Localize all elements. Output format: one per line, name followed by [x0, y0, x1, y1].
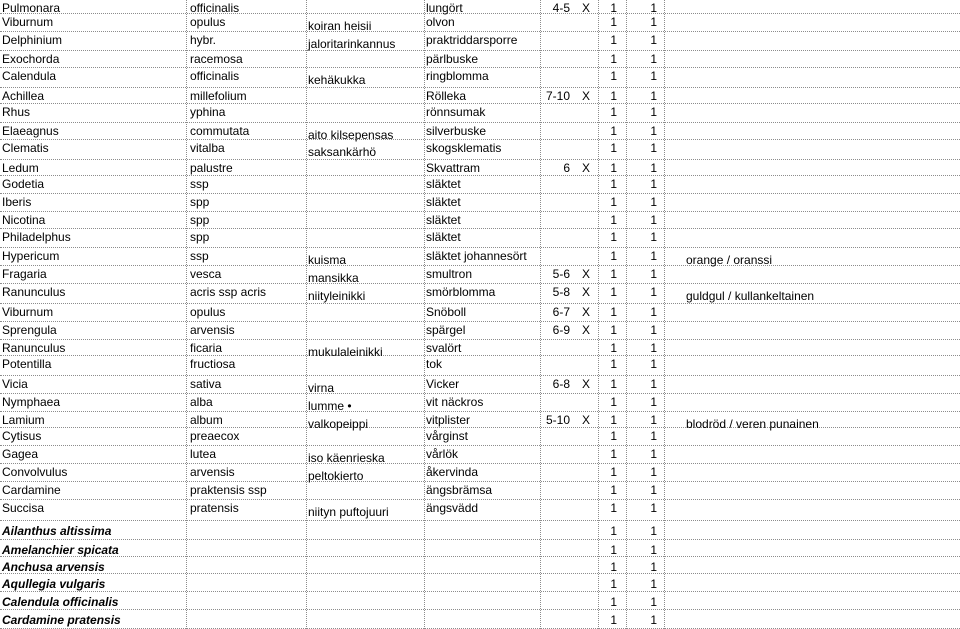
cell-a[interactable]: 1 [610, 501, 617, 515]
cell-a[interactable]: 1 [610, 1, 617, 15]
cell-fi[interactable]: niityn puftojuuri [308, 505, 389, 519]
cell-sv[interactable]: vit näckros [426, 395, 484, 409]
cell-color[interactable]: blodröd / veren punainen [686, 417, 819, 431]
cell-x[interactable]: X [582, 305, 591, 319]
cell-b[interactable]: 1 [650, 483, 657, 497]
cell-sv[interactable]: lungört [426, 1, 463, 15]
cell-a[interactable]: 1 [610, 249, 617, 263]
cell-name[interactable]: Gagea [2, 447, 39, 461]
cell-a[interactable]: 1 [610, 305, 617, 319]
cell-b[interactable]: 1 [650, 357, 657, 371]
cell-sv[interactable]: smörblomma [426, 285, 496, 299]
cell-name[interactable]: Iberis [2, 195, 32, 209]
cell-species[interactable]: spp [190, 230, 210, 244]
table-row [0, 140, 960, 160]
cell-fi[interactable]: mukulaleinikki [308, 345, 383, 359]
cell-species[interactable]: vesca [190, 267, 222, 281]
cell-fi[interactable]: kehäkukka [308, 73, 366, 87]
cell-name[interactable]: Ledum [2, 161, 39, 175]
cell-species[interactable]: sativa [190, 377, 222, 391]
cell-fi[interactable]: iso käenrieska [308, 451, 385, 465]
cell-sv[interactable]: ängsbrämsa [426, 483, 493, 497]
cell-species[interactable]: spp [190, 195, 210, 209]
cell-x[interactable]: X [582, 267, 591, 281]
cell-b[interactable]: 1 [650, 285, 657, 299]
cell-a[interactable]: 1 [610, 577, 617, 591]
table-row [0, 212, 960, 229]
cell-a[interactable]: 1 [610, 613, 617, 627]
table-row [0, 88, 960, 104]
cell-b[interactable]: 1 [650, 141, 657, 155]
cell-species[interactable]: fructiosa [190, 357, 236, 371]
cell-sv[interactable]: släktet [426, 177, 461, 191]
cell-x[interactable]: X [582, 285, 591, 299]
table-row [0, 521, 960, 540]
table-row [0, 428, 960, 446]
cell-a[interactable]: 1 [610, 267, 617, 281]
cell-sv[interactable]: vårginst [426, 429, 469, 443]
cell-b[interactable]: 1 [650, 305, 657, 319]
cell-name[interactable]: Calendula [2, 69, 57, 83]
cell-a[interactable]: 1 [610, 89, 617, 103]
cell-sv[interactable]: silverbuske [426, 124, 487, 138]
cell-b[interactable]: 1 [650, 447, 657, 461]
cell-species[interactable]: opulus [190, 15, 226, 29]
cell-size[interactable]: 5-8 [552, 285, 570, 299]
cell-species[interactable]: pratensis [190, 501, 239, 515]
table-row [0, 376, 960, 394]
cell-fi[interactable]: aito kilsepensas [308, 128, 394, 142]
cell-species[interactable]: hybr. [190, 33, 217, 47]
cell-a[interactable]: 1 [610, 15, 617, 29]
cell-sv[interactable]: spärgel [426, 323, 466, 337]
cell-size[interactable]: 6-7 [552, 305, 570, 319]
cell-a[interactable]: 1 [610, 447, 617, 461]
table-row [0, 482, 960, 500]
cell-size[interactable]: 5-6 [552, 267, 570, 281]
cell-sv[interactable]: svalört [426, 341, 462, 355]
cell-a[interactable]: 1 [610, 524, 617, 538]
cell-species[interactable]: alba [190, 395, 213, 409]
cell-name[interactable]: Aqullegia vulgaris [2, 577, 106, 591]
cell-a[interactable]: 1 [610, 161, 617, 175]
cell-sv[interactable]: Vicker [426, 377, 460, 391]
cell-name[interactable]: Convolvulus [2, 465, 68, 479]
cell-species[interactable]: vitalba [190, 141, 225, 155]
cell-name[interactable]: Nicotina [2, 213, 46, 227]
cell-sv[interactable]: släktet johannesört [426, 249, 527, 263]
table-row [0, 229, 960, 248]
table-row [0, 356, 960, 376]
cell-b[interactable]: 1 [650, 543, 657, 557]
cell-fi[interactable]: virna [308, 381, 335, 395]
table-row [0, 32, 960, 51]
table-row [0, 104, 960, 123]
cell-name[interactable]: Fragaria [2, 267, 47, 281]
cell-b[interactable]: 1 [650, 413, 657, 427]
cell-b[interactable]: 1 [650, 177, 657, 191]
cell-sv[interactable]: Skvattram [426, 161, 481, 175]
cell-species[interactable]: yphina [190, 105, 226, 119]
cell-x[interactable]: X [582, 161, 591, 175]
cell-name[interactable]: Cardamine [2, 483, 61, 497]
cell-sv[interactable]: pärlbuske [426, 52, 479, 66]
cell-sv[interactable]: Snöboll [426, 305, 467, 319]
cell-a[interactable]: 1 [610, 323, 617, 337]
cell-fi[interactable]: jaloritarinkannus [308, 37, 396, 51]
cell-a[interactable]: 1 [610, 213, 617, 227]
cell-b[interactable]: 1 [650, 465, 657, 479]
cell-b[interactable]: 1 [650, 377, 657, 391]
table-row [0, 0, 960, 14]
table-row [0, 610, 960, 629]
cell-b[interactable]: 1 [650, 577, 657, 591]
cell-b[interactable]: 1 [650, 213, 657, 227]
cell-name[interactable]: Elaeagnus [2, 124, 59, 138]
cell-sv[interactable]: vitplister [426, 413, 471, 427]
table-row [0, 266, 960, 284]
cell-size[interactable]: 6-8 [552, 377, 570, 391]
cell-sv[interactable]: rönnsumak [426, 105, 486, 119]
table-row [0, 446, 960, 464]
table-row [0, 394, 960, 412]
cell-sv[interactable]: olvon [426, 15, 455, 29]
cell-b[interactable]: 1 [650, 161, 657, 175]
cell-sv[interactable]: släktet [426, 213, 461, 227]
cell-b[interactable]: 1 [650, 249, 657, 263]
cell-b[interactable]: 1 [650, 501, 657, 515]
table-row [0, 500, 960, 521]
cell-species[interactable]: racemosa [190, 52, 243, 66]
cell-fi[interactable]: saksankärhö [308, 145, 377, 159]
cell-a[interactable]: 1 [610, 230, 617, 244]
cell-species[interactable]: palustre [190, 161, 233, 175]
cell-b[interactable]: 1 [650, 341, 657, 355]
cell-sv[interactable]: tok [426, 357, 443, 371]
cell-species[interactable]: commutata [190, 124, 250, 138]
cell-a[interactable]: 1 [610, 285, 617, 299]
cell-a[interactable]: 1 [610, 429, 617, 443]
cell-sv[interactable]: släktet [426, 230, 461, 244]
cell-name[interactable]: Sprengula [2, 323, 57, 337]
cell-a[interactable]: 1 [610, 124, 617, 138]
cell-name[interactable]: Potentilla [2, 357, 52, 371]
cell-sv[interactable]: ringblomma [426, 69, 489, 83]
cell-a[interactable]: 1 [610, 395, 617, 409]
cell-species[interactable]: arvensis [190, 465, 235, 479]
cell-a[interactable]: 1 [610, 465, 617, 479]
cell-a[interactable]: 1 [610, 141, 617, 155]
cell-species[interactable]: opulus [190, 305, 226, 319]
cell-a[interactable]: 1 [610, 33, 617, 47]
cell-color[interactable]: guldgul / kullankeltainen [686, 289, 815, 303]
cell-name[interactable]: Nymphaea [2, 395, 61, 409]
cell-b[interactable]: 1 [650, 595, 657, 609]
cell-a[interactable]: 1 [610, 483, 617, 497]
cell-a[interactable]: 1 [610, 177, 617, 191]
cell-sv[interactable]: vårlök [426, 447, 459, 461]
cell-species[interactable]: album [190, 413, 223, 427]
table-row [0, 68, 960, 88]
cell-species[interactable]: ssp [190, 249, 209, 263]
cell-x[interactable]: X [582, 89, 591, 103]
cell-species[interactable]: acris ssp acris [190, 285, 267, 299]
cell-a[interactable]: 1 [610, 341, 617, 355]
cell-a[interactable]: 1 [610, 105, 617, 119]
cell-name[interactable]: Clematis [2, 141, 49, 155]
cell-name[interactable]: Cytisus [2, 429, 42, 443]
cell-species[interactable]: officinalis [190, 1, 240, 15]
cell-a[interactable]: 1 [610, 377, 617, 391]
table-row [0, 340, 960, 359]
cell-name[interactable]: Cardamine pratensis [2, 613, 121, 627]
table-row [0, 51, 960, 68]
cell-size[interactable]: 4-5 [552, 1, 570, 15]
cell-b[interactable]: 1 [650, 429, 657, 443]
cell-b[interactable]: 1 [650, 395, 657, 409]
cell-sv[interactable]: Rölleka [426, 89, 467, 103]
cell-b[interactable]: 1 [650, 105, 657, 119]
cell-name[interactable]: Hypericum [2, 249, 60, 263]
cell-a[interactable]: 1 [610, 413, 617, 427]
cell-name[interactable]: Achillea [2, 89, 45, 103]
cell-sv[interactable]: smultron [426, 267, 473, 281]
cell-sv[interactable]: åkervinda [426, 465, 479, 479]
cell-species[interactable]: ssp [190, 177, 209, 191]
cell-species[interactable]: millefolium [190, 89, 247, 103]
cell-b[interactable]: 1 [650, 69, 657, 83]
cell-x[interactable]: X [582, 1, 591, 15]
cell-x[interactable]: X [582, 413, 591, 427]
cell-x[interactable]: X [582, 323, 591, 337]
table-row [0, 592, 960, 610]
cell-fi[interactable]: valkopeippi [308, 417, 369, 431]
cell-name[interactable]: Viburnum [2, 305, 54, 319]
cell-a[interactable]: 1 [610, 560, 617, 574]
table-row [0, 14, 960, 32]
table-row [0, 176, 960, 194]
cell-b[interactable]: 1 [650, 230, 657, 244]
table-row [0, 248, 960, 266]
cell-species[interactable]: praktensis ssp [190, 483, 267, 497]
cell-name[interactable]: Ranunculus [2, 341, 66, 355]
cell-b[interactable]: 1 [650, 33, 657, 47]
cell-name[interactable]: Delphinium [2, 33, 63, 47]
cell-name[interactable]: Calendula officinalis [2, 595, 119, 609]
cell-sv[interactable]: praktriddarsporre [426, 33, 518, 47]
cell-fi[interactable]: mansikka [308, 271, 359, 285]
table-row [0, 464, 960, 482]
cell-sv[interactable]: skogsklematis [426, 141, 502, 155]
cell-fi[interactable]: kuisma [308, 253, 347, 267]
table-row [0, 284, 960, 304]
cell-sv[interactable]: släktet [426, 195, 461, 209]
cell-name[interactable]: Ailanthus altissima [2, 524, 112, 538]
cell-a[interactable]: 1 [610, 543, 617, 557]
cell-b[interactable]: 1 [650, 267, 657, 281]
table-row [0, 557, 960, 574]
cell-a[interactable]: 1 [610, 195, 617, 209]
table-row [0, 123, 960, 140]
cell-a[interactable]: 1 [610, 595, 617, 609]
cell-b[interactable]: 1 [650, 89, 657, 103]
cell-b[interactable]: 1 [650, 195, 657, 209]
cell-a[interactable]: 1 [610, 69, 617, 83]
table-row [0, 574, 960, 592]
cell-size[interactable]: 5-10 [545, 413, 570, 427]
table-row [0, 194, 960, 212]
cell-size[interactable]: 7-10 [545, 89, 570, 103]
cell-b[interactable]: 1 [650, 15, 657, 29]
cell-fi[interactable]: niityleinikki [308, 289, 366, 303]
cell-name[interactable]: Godetia [2, 177, 45, 191]
cell-a[interactable]: 1 [610, 357, 617, 371]
table-row [0, 412, 960, 431]
cell-b[interactable]: 1 [650, 524, 657, 538]
table-row [0, 322, 960, 340]
cell-fi[interactable]: koiran heisii [308, 19, 372, 33]
table-row [0, 304, 960, 322]
cell-b[interactable]: 1 [650, 1, 657, 15]
cell-x[interactable]: X [582, 377, 591, 391]
cell-sv[interactable]: ängsvädd [426, 501, 479, 515]
cell-species[interactable]: officinalis [190, 69, 240, 83]
cell-name[interactable]: Lamium [2, 413, 45, 427]
cell-name[interactable]: Philadelphus [2, 230, 71, 244]
cell-name[interactable]: Pulmonara [2, 1, 61, 15]
cell-size[interactable]: 6 [563, 161, 570, 175]
cell-name[interactable]: Succisa [2, 501, 45, 515]
cell-species[interactable]: ficaria [190, 341, 223, 355]
cell-b[interactable]: 1 [650, 52, 657, 66]
cell-a[interactable]: 1 [610, 52, 617, 66]
cell-size[interactable]: 6-9 [552, 323, 570, 337]
cell-name[interactable]: Amelanchier spicata [2, 543, 119, 557]
cell-b[interactable]: 1 [650, 323, 657, 337]
table-row [0, 540, 960, 557]
cell-species[interactable]: spp [190, 213, 210, 227]
cell-fi[interactable]: peltokierto [308, 469, 364, 483]
cell-name[interactable]: Ranunculus [2, 285, 66, 299]
cell-b[interactable]: 1 [650, 560, 657, 574]
cell-species[interactable]: preaecox [190, 429, 240, 443]
cell-b[interactable]: 1 [650, 613, 657, 627]
cell-fi[interactable]: lumme • [308, 399, 352, 413]
cell-species[interactable]: arvensis [190, 323, 235, 337]
cell-b[interactable]: 1 [650, 124, 657, 138]
table-row [0, 160, 960, 176]
cell-name[interactable]: Anchusa arvensis [2, 560, 105, 574]
cell-name[interactable]: Vicia [2, 377, 28, 391]
cell-color[interactable]: orange / oranssi [686, 253, 773, 267]
cell-species[interactable]: lutea [190, 447, 217, 461]
cell-name[interactable]: Rhus [2, 105, 31, 119]
cell-name[interactable]: Exochorda [2, 52, 60, 66]
cell-name[interactable]: Viburnum [2, 15, 54, 29]
